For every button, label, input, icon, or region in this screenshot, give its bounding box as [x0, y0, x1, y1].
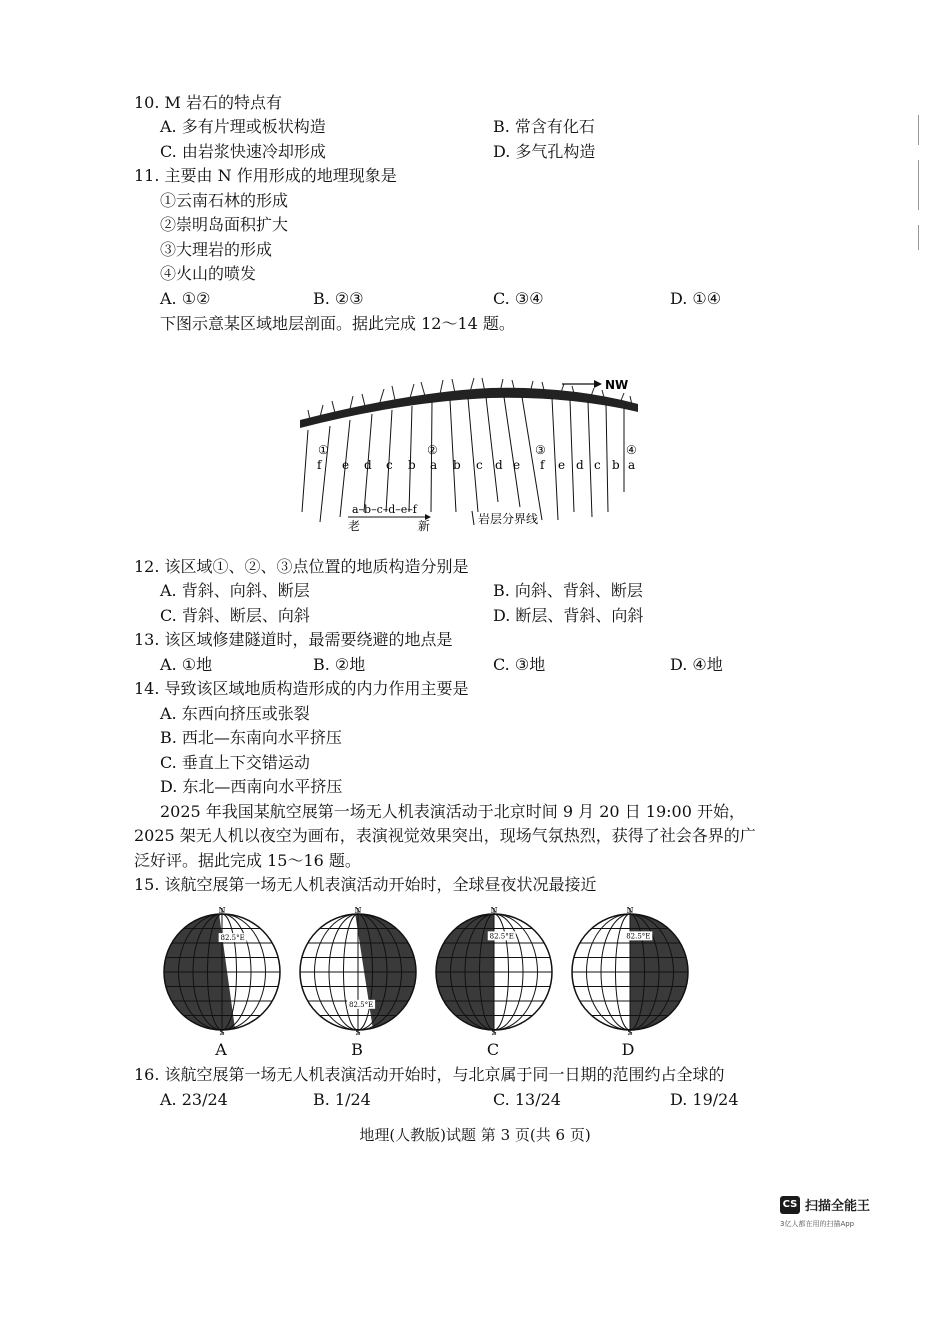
marker-3: ③ — [535, 443, 546, 457]
direction-label: NW — [605, 378, 629, 392]
longitude-label: 82.5°E — [489, 932, 514, 941]
strata-section-figure — [290, 372, 650, 532]
south-label: S — [219, 1028, 225, 1036]
grass-surface — [300, 378, 638, 428]
layer-label: b — [408, 458, 416, 472]
layer-label: f — [540, 458, 545, 472]
q11-item-4: ④火山的喷发 — [160, 264, 257, 283]
south-label: S — [627, 1028, 633, 1036]
layer-label: c — [476, 458, 483, 472]
intro-15-16-line-2: 2025 架无人机以夜空为画布，表演视觉效果突出，现场气氛热烈，获得了社会各界的广 — [134, 826, 756, 845]
q10-option-b: B. 常含有化石 — [493, 117, 595, 136]
intro-12-14: 下图示意某区域地层剖面。据此完成 12～14 题。 — [160, 314, 515, 333]
q12-option-a: A. 背斜、向斜、断层 — [160, 581, 310, 600]
layer-label: b — [612, 458, 620, 472]
layer-label: e — [513, 458, 521, 472]
q10-stem: 10. M 岩石的特点有 — [134, 93, 283, 112]
layer-label: c — [386, 458, 393, 472]
q13-option-b: B. ②地 — [313, 655, 366, 674]
marker-4: ④ — [626, 443, 637, 457]
q16-option-b: B. 1/24 — [313, 1090, 371, 1109]
q16-option-d: D. 19/24 — [670, 1090, 739, 1109]
scan-mark — [918, 160, 919, 210]
q11-stem: 11. 主要由 N 作用形成的地理现象是 — [134, 166, 397, 185]
q14-stem: 14. 导致该区域地质构造形成的内力作用主要是 — [134, 679, 469, 698]
marker-1: ① — [318, 443, 329, 457]
q14-option-b: B. 西北—东南向水平挤压 — [160, 728, 342, 747]
q13-option-c: C. ③地 — [493, 655, 546, 674]
legend-boundary-sample — [472, 511, 474, 525]
layer-label: a — [430, 458, 438, 472]
q12-stem: 12. 该区域①、②、③点位置的地质构造分别是 — [134, 557, 469, 576]
q14-option-d: D. 东北—西南向水平挤压 — [160, 777, 343, 796]
q16-option-a: A. 23/24 — [160, 1090, 228, 1109]
globe-label-a: A — [215, 1040, 227, 1059]
layer-label: e — [558, 458, 566, 472]
north-label: N — [218, 906, 226, 915]
marker-2: ② — [427, 443, 438, 457]
globe-c — [432, 906, 556, 1036]
globe-label-c: C — [486, 1040, 500, 1059]
q14-option-c: C. 垂直上下交错运动 — [160, 753, 310, 772]
layer-label: e — [342, 458, 350, 472]
q11-option-b: B. ②③ — [313, 289, 364, 308]
q13-stem: 13. 该区域修建隧道时，最需要绕避的地点是 — [134, 630, 453, 649]
q10-option-a: A. 多有片理或板状构造 — [160, 117, 326, 136]
q12-option-c: C. 背斜、断层、向斜 — [160, 606, 310, 625]
globe-a — [160, 906, 284, 1036]
north-label: N — [490, 906, 498, 915]
q16-stem: 16. 该航空展第一场无人机表演活动开始时，与北京属于同一日期的范围约占全球的 — [134, 1065, 725, 1084]
q11-option-a: A. ①② — [160, 289, 211, 308]
layer-label: f — [317, 458, 322, 472]
q12-option-d: D. 断层、背斜、向斜 — [493, 606, 644, 625]
scan-mark — [918, 225, 919, 250]
legend-new: 新 — [418, 519, 431, 532]
layer-label: a — [628, 458, 636, 472]
north-west-arrow — [562, 380, 602, 388]
q16-option-c: C. 13/24 — [493, 1090, 561, 1109]
layer-label: d — [364, 458, 372, 472]
q13-option-d: D. ④地 — [670, 655, 723, 674]
layer-label: b — [453, 458, 461, 472]
globe-label-d: D — [621, 1040, 635, 1059]
q11-item-1: ①云南石林的形成 — [160, 191, 289, 210]
intro-15-16-line-3: 泛好评。据此完成 15～16 题。 — [134, 851, 361, 870]
camscanner-name: 扫描全能王 — [805, 1199, 871, 1214]
legend-old: 老 — [348, 519, 361, 532]
longitude-label: 82.5°E — [626, 932, 651, 941]
q14-option-a: A. 东西向挤压或张裂 — [160, 704, 310, 723]
q15-stem: 15. 该航空展第一场无人机表演活动开始时，全球昼夜状况最接近 — [134, 875, 597, 894]
north-label: N — [354, 906, 362, 915]
layer-label: d — [495, 458, 503, 472]
q13-option-a: A. ①地 — [160, 655, 213, 674]
globe-label-b: B — [351, 1040, 363, 1059]
legend-sequence: a–b–c–d–e–f — [352, 503, 417, 516]
layer-label: d — [576, 458, 584, 472]
q11-option-c: C. ③④ — [493, 289, 544, 308]
q11-item-2: ②崇明岛面积扩大 — [160, 215, 289, 234]
q10-option-d: D. 多气孔构造 — [493, 142, 596, 161]
scan-mark — [918, 115, 919, 145]
south-label: S — [491, 1028, 497, 1036]
north-label: N — [626, 906, 634, 915]
legend-boundary-label: 岩层分界线 — [478, 512, 539, 526]
q11-option-d: D. ①④ — [670, 289, 722, 308]
globe-d — [568, 906, 692, 1036]
page-footer: 地理(人教版)试题 第 3 页(共 6 页) — [359, 1126, 591, 1144]
camscanner-slogan: 3亿人都在用的扫描App — [780, 1220, 855, 1228]
longitude-label: 82.5°E — [348, 1000, 374, 1009]
camscanner-logo-icon: CS — [780, 1196, 800, 1214]
layer-letters — [317, 458, 635, 472]
q11-item-3: ③大理岩的形成 — [160, 240, 273, 259]
q12-option-b: B. 向斜、背斜、断层 — [493, 581, 643, 600]
night-region — [160, 906, 236, 1036]
longitude-label: 82.5°E — [220, 934, 245, 943]
q10-option-c: C. 由岩浆快速冷却形成 — [160, 142, 326, 161]
intro-15-16-line-1: 2025 年我国某航空展第一场无人机表演活动于北京时间 9 月 20 日 19:00 开始， — [160, 802, 745, 821]
globe-b — [296, 906, 420, 1036]
south-label: S — [355, 1028, 361, 1036]
layer-label: c — [594, 458, 601, 472]
